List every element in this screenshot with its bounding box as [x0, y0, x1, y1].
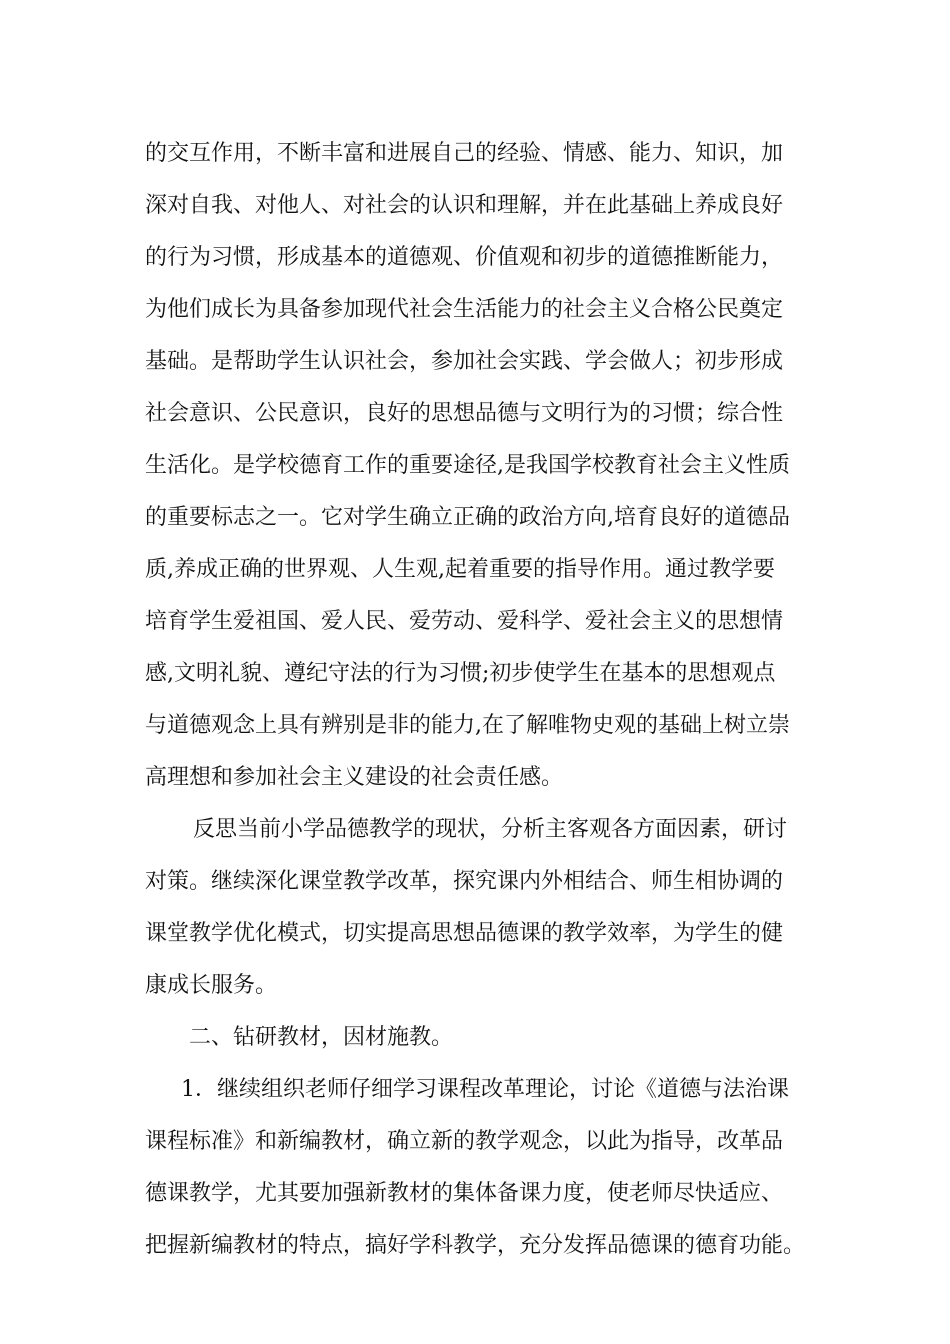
text-line: 为他们成长为具备参加现代社会生活能力的社会主义合格公民奠定	[145, 297, 784, 322]
text-line: 基础。是帮助学生认识社会，参加社会实践、学会做人；初步形成	[145, 349, 784, 374]
text-line: 课堂教学优化模式，切实提高思想品德课的教学效率，为学生的健	[145, 921, 784, 946]
text-line: 社会意识、公民意识，良好的思想品德与文明行为的习惯；综合性	[145, 401, 784, 426]
text-line: 的重要标志之一。它对学生确立正确的政治方向,培育良好的道德品	[145, 505, 790, 530]
text-line: 康成长服务。	[145, 973, 278, 998]
list-item-1	[145, 1064, 810, 1272]
text-line: 感,文明礼貌、遵纪守法的行为习惯;初步使学生在基本的思想观点	[145, 661, 776, 686]
text-line: 的交互作用，不断丰富和进展自己的经验、情感、能力、知识，加	[145, 141, 784, 166]
text-line: 培育学生爱祖国、爱人民、爱劳动、爱科学、爱社会主义的思想情	[145, 609, 784, 634]
paragraph-2	[145, 804, 810, 1012]
text-line: 深对自我、对他人、对社会的认识和理解，并在此基础上养成良好	[145, 193, 784, 218]
paragraph-1	[145, 128, 810, 804]
text-line: 课程标准》和新编教材，确立新的教学观念，以此为指导，改革品	[145, 1129, 784, 1154]
text-line: 的行为习惯，形成基本的道德观、价值观和初步的道德推断能力，	[145, 245, 784, 270]
text-line: 1．继续组织老师仔细学习课程改革理论，讨论《道德与法治课	[181, 1077, 789, 1102]
text-line: 德课教学，尤其要加强新教材的集体备课力度，使老师尽快适应、	[145, 1181, 784, 1206]
text-line: 生活化。是学校德育工作的重要途径,是我国学校教育社会主义性质	[145, 453, 790, 478]
text-line: 反思当前小学品德教学的现状，分析主客观各方面因素，研讨	[193, 817, 788, 842]
section-heading	[145, 1012, 810, 1064]
text-line: 与道德观念上具有辨别是非的能力,在了解唯物史观的基础上树立崇	[145, 713, 790, 738]
text-line: 对策。继续深化课堂教学改革，探究课内外相结合、师生相协调的	[145, 869, 784, 894]
document-body	[145, 128, 810, 1272]
text-line: 高理想和参加社会主义建设的社会责任感。	[145, 765, 564, 790]
text-line: 把握新编教材的特点，搞好学科教学，充分发挥品德课的德育功能。	[145, 1233, 806, 1258]
heading-text: 二、钻研教材，因材施教。	[189, 1025, 454, 1050]
text-line: 质,养成正确的世界观、人生观,起着重要的指导作用。通过教学要	[145, 557, 775, 582]
